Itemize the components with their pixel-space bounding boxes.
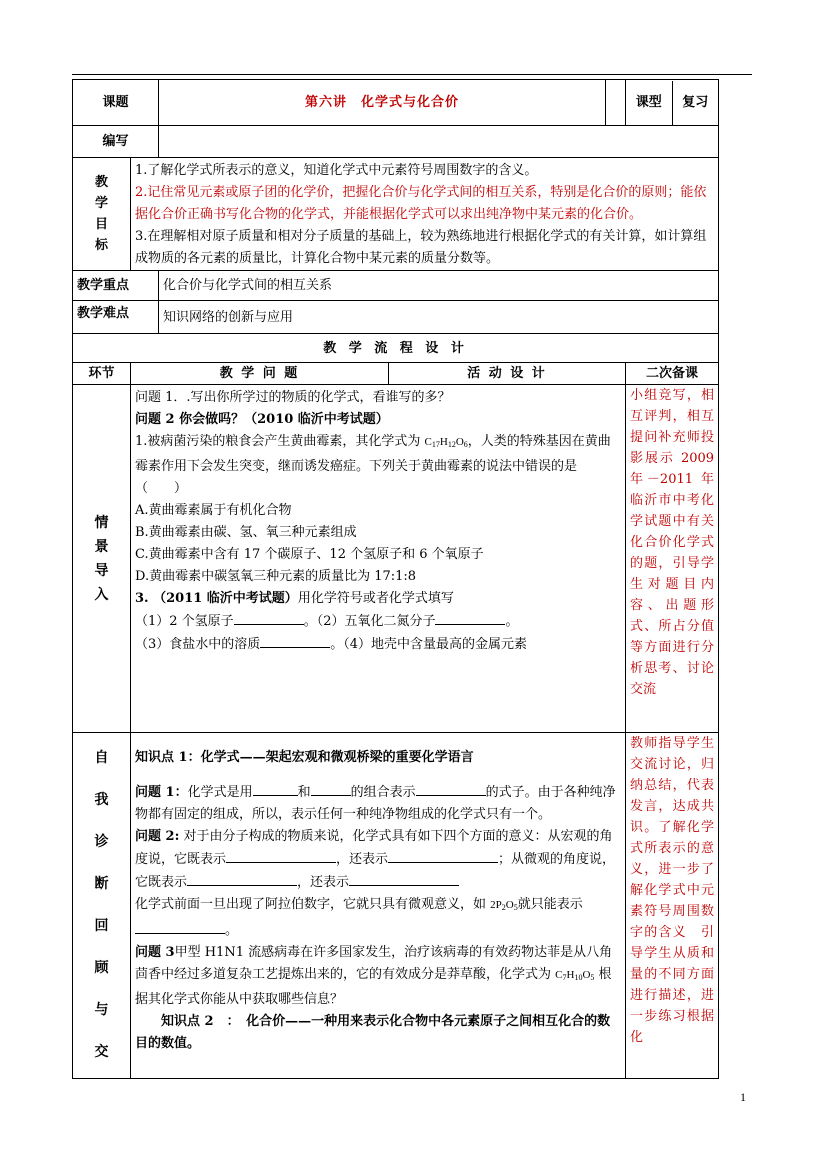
type-label: 课型 xyxy=(626,81,672,125)
intro-remark: 小组竞写，相互评判，相互提问补充师投影展示 2009 年－2011 年临沂市中考化学试题中有关化合价化学式的题，引导学生对题目内容、出题形式、所占分值等方面进行分析思考、讨论交流 xyxy=(626,385,719,733)
option-a: A.黄曲霉素属于有机化合物 xyxy=(135,503,292,518)
section-intro-row xyxy=(73,385,719,733)
col-stage: 环节 xyxy=(73,363,131,385)
col-activity: 活 动 设 计 xyxy=(389,363,626,385)
knowledge-point-1: 知识点 1：化学式——架起宏观和微观桥梁的重要化学语言 xyxy=(135,750,474,765)
objective-2: 2.记住常见元素或原子团的化学价，把握化合价与化学式间的相互关系，特别是化合价的原则；能依据化合价正确书写化合物的化学式，并能根据化学式可以求出纯净物中某元素的化合价。 xyxy=(135,185,707,222)
intro-q3: 3. （2011 临沂中考试题）用化学符号或者化学式填写 xyxy=(135,591,454,606)
review-remark: 教师指导学生交流讨论，归纳总结，代表发言，达成共识。了解化学式所表示的意义，进一步了解化学式中元素符号周围数字的含义 引导学生从质和量的不同方面进行描述，进一步练习根据化 xyxy=(626,733,719,1079)
header-row xyxy=(73,80,719,126)
lesson-plan-table xyxy=(72,79,719,1079)
option-c: C.黄曲霉素中含有 17 个碳原子、12 个氢原子和 6 个氧原子 xyxy=(135,547,484,562)
focus-label: 教学重点 xyxy=(73,271,159,301)
intro-stage: 情 景 导 入 xyxy=(73,385,131,733)
difficulty-row xyxy=(73,301,719,334)
difficulty-label: 教学难点 xyxy=(73,301,159,334)
intro-content xyxy=(131,385,626,733)
p2o5-formula: $2P_2O_5$ xyxy=(490,899,518,912)
flow-title: 教 学 流 程 设 计 xyxy=(73,334,719,363)
focus-row xyxy=(73,271,719,301)
header-rule xyxy=(72,74,752,75)
intro-q3-line2: （3）食盐水中的溶质 。（4）地壳中含量最高的金属元素 xyxy=(135,633,621,656)
intro-q3-line1: （1）2 个氢原子 。（2）五氧化二氮分子 。 xyxy=(135,610,621,633)
flow-header-row xyxy=(73,363,719,385)
aflatoxin-formula: $C_{17}H_{12}O_6$ xyxy=(424,436,468,449)
col-remark: 二次备课 xyxy=(626,363,719,385)
focus-value: 化合价与化学式间的相互关系 xyxy=(159,271,719,301)
type-value: 复习 xyxy=(682,95,709,110)
knowledge-point-2: 知识点 2 ： 化合价——一种用来表示化合物中各元素原子之间相互化合的数目的数值。 xyxy=(135,1014,611,1051)
col-problem: 教 学 问 题 xyxy=(131,363,389,385)
review-q2: 问题 2: 对于由分子构成的物质来说，化学式具有如下四个方面的意义：从宏观的角度说，它既表示 ，还表示 ；从微观的角度说，它既表示 ，还表示 xyxy=(135,829,616,890)
difficulty-value: 知识网络的创新与应用 xyxy=(159,301,719,334)
topic-label: 课题 xyxy=(73,80,159,126)
objective-3: 3.在理解相对原子质量和相对分子质量的基础上，较为熟练地进行根据化学式的有关计算，如计算组成物质的各元素的质量比，计算化合物中某元素的质量分数等。 xyxy=(135,229,707,266)
intro-q2: 问题 2 你会做吗？（2010 临沂中考试题） xyxy=(135,412,389,427)
review-stage: 自 我 诊 断 回 顾 与 交 xyxy=(73,733,131,1079)
review-q1: 问题 1：化学式是用 和 的组合表示 的式子。由于各种纯净物都有固定的组成，所以，表示任何一种纯净物组成的化学式只有一个。 xyxy=(135,781,621,826)
page-number: 1 xyxy=(740,1090,746,1104)
objectives-content xyxy=(131,158,719,271)
review-q2-note: 化学式前面一旦出现了阿拉伯数字，它就只具有微观意义，如 $2P_2O_5$就只能表示。 xyxy=(135,897,583,938)
author-value xyxy=(159,126,719,158)
option-b: B.黄曲霉素由碳、氢、氧三种元素组成 xyxy=(135,525,357,540)
intro-q2-text: 1.被病菌污染的粮食会产生黄曲霉素，其化学式为 $C_{17}H_{12}O_6$，人类的特殊基因在黄曲霉素作用下会发生突变，继而诱发癌症。下列关于黄曲霉素的说法中错误的是（ ） xyxy=(135,434,611,496)
review-content xyxy=(131,733,626,1079)
section-review-row xyxy=(73,733,719,1079)
lesson-title: 第六讲 化学式与化合价 xyxy=(159,80,606,126)
review-q3: 问题 3甲型 H1N1 流感病毒在许多国家发生，治疗该病毒的有效药物达菲是从八角茴香中经过多道复杂工艺提炼出来的，它的有效成分是莽草酸，化学式为 $C_7H_{10}O_5$ 根据其化学式你能从中获取哪些信息？ xyxy=(135,945,613,1007)
intro-q1: 问题 1．.写出你所学过的物质的化学式，看谁写的多？ xyxy=(135,390,451,405)
objective-1: 1.了解化学式所表示的意义，知道化学式中元素符号周围数字的含义。 xyxy=(135,163,538,178)
objectives-row xyxy=(73,158,719,271)
flow-title-row xyxy=(73,334,719,363)
author-label: 编写 xyxy=(73,126,159,158)
shikimic-acid-formula: $C_7H_{10}O_5$ xyxy=(555,969,595,982)
objectives-label: 教 学 目 标 xyxy=(73,158,131,271)
author-row xyxy=(73,126,719,158)
option-d: D.黄曲霉素中碳氢氧三种元素的质量比为 17:1:8 xyxy=(135,569,417,584)
